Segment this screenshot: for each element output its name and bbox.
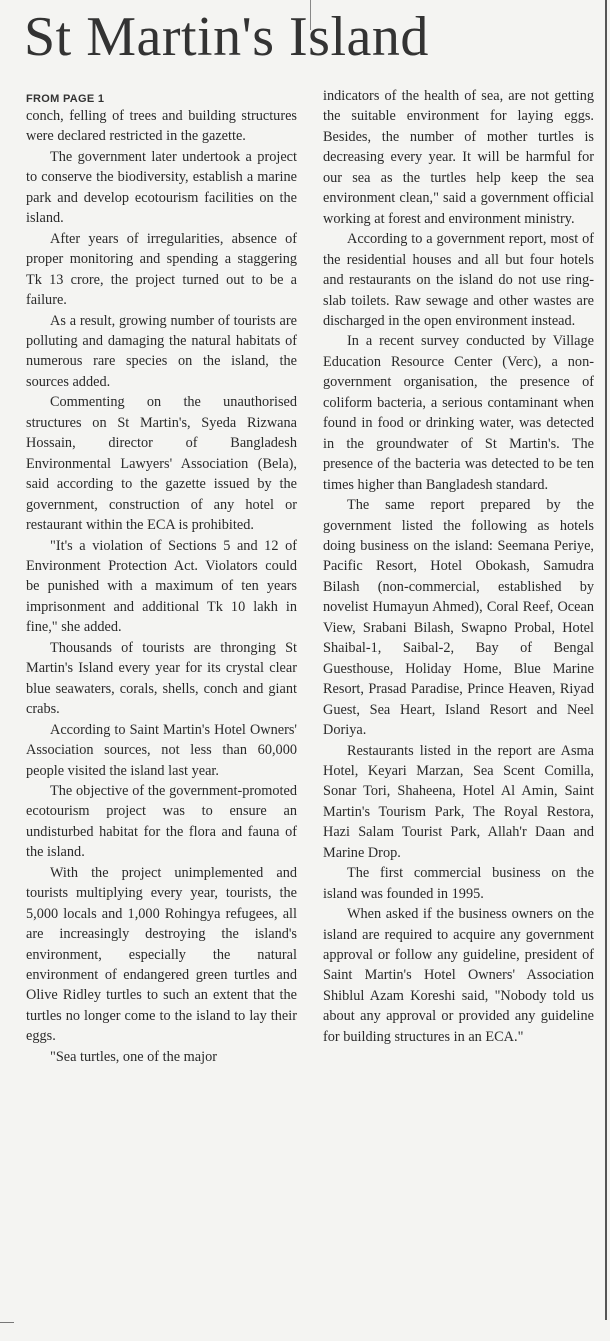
paragraph: In a recent survey conducted by Village Education Resource Center (Verc), a non-government organisation, the presence of coliform bacteria, a serious contaminant when found in food or drinking water, was detected in the groundwater of St Martin's. The presence of the bacteria was detected to be ten times higher than Bangladesh standard. xyxy=(323,333,594,493)
paragraph: According to Saint Martin's Hotel Owners' Association sources, not less than 60,000 people visited the island last year. xyxy=(26,721,297,779)
paragraph: After years of irregularities, absence of proper monitoring and spending a staggering Tk 13 crore, the project turned out to be a failure. xyxy=(26,230,297,309)
paragraph: As a result, growing number of tourists are polluting and damaging the natural habitats of numerous rare species on the island, the sources added. xyxy=(26,312,297,390)
page-border-rule xyxy=(605,0,607,1320)
continuation-kicker: FROM PAGE 1 xyxy=(26,93,105,105)
paragraph: The first commercial business on the island was founded in 1995. xyxy=(323,865,594,902)
paragraph: The objective of the government-promoted ecotourism project was to ensure an undisturbed habitat for the flora and fauna of the island. xyxy=(26,782,297,861)
headline: St Martin's Island xyxy=(24,6,429,68)
crop-mark xyxy=(0,1322,14,1323)
paragraph: According to a government report, most of the residential houses and all but four hotels and restaurants on the island do not use ring-slab toilets. Raw sewage and other wastes are discharged in the open environment instead. xyxy=(323,231,594,329)
paragraph: "It's a violation of Sections 5 and 12 of Environment Protection Act. Violators could be punished with a maximum of ten years imprisonment and additional Tk 10 lakh in fine," she added. xyxy=(26,537,297,636)
paragraph: Thousands of tourists are thronging St Martin's Island every year for its crystal clear blue seawaters, corals, shells, conch and giant crabs. xyxy=(26,639,297,718)
paragraph: The same report prepared by the government listed the following as hotels doing business on the island: Seemana Periye, Pacific Resort, Hotel Obokash, Samudra Bilash (non-commercial, established by novelist Humayun Ahmed), Coral Reef, Ocean View, Srabani Bilash, Swapno Probal, Hotel Shaibal-1, Saibal-2, Bay of Bengal Guesthouse, Holiday Home, Blue Marine Resort, Prasad Paradise, Prince Heaven, Riyad Guest, Sea Heart, Island Resort and Neel Doriya. xyxy=(323,497,594,739)
article-column-right xyxy=(323,86,594,1047)
paragraph: Restaurants listed in the report are Asma Hotel, Keyari Marzan, Sea Scent Comilla, Sonar Tori, Shaheena, Hotel Al Amin, Saint Martin's Tourism Park, The Royal Restora, Hazi Salam Tourist Park, Allah'r Daan and Marine Drop. xyxy=(323,742,594,861)
paragraph: "Sea turtles, one of the major xyxy=(50,1048,218,1065)
paragraph: When asked if the business owners on the island are required to acquire any government approval or follow any guideline, president of Saint Martin's Hotel Owners' Association Shiblul Azam Koreshi said, "Nobody told us about any approval or provided any guideline for building structures in an ECA." xyxy=(323,906,594,1045)
paragraph: conch, felling of trees and building structures were declared restricted in the gazette. xyxy=(26,108,297,145)
paragraph: With the project unimplemented and tourists multiplying every year, tourists, the 5,000 locals and 1,000 Rohingya refugees, all are increasingly destroying the island's environment, especially the natural environment of endangered green turtles and Olive Ridley turtles to such an extent that the turtles no longer come to the island to lay their eggs. xyxy=(26,864,297,1045)
article-column-left xyxy=(26,92,297,1067)
paragraph: indicators of the health of sea, are not getting the suitable environment for laying eggs. Besides, the number of mother turtles is decreasing every year. It will be harmful for our sea as the turtles help keep the sea environment clean," said a government official working at forest and environment ministry. xyxy=(323,88,594,227)
paragraph: Commenting on the unauthorised structures on St Martin's, Syeda Rizwana Hossain, director of Bangladesh Environmental Lawyers' Association (Bela), said according to the gazette issued by the government, construction of any hotel or restaurant within the ECA is prohibited. xyxy=(26,394,297,534)
paragraph: The government later undertook a project to conserve the biodiversity, establish a marine park and develop ecotourism facilities on the island. xyxy=(26,148,297,227)
